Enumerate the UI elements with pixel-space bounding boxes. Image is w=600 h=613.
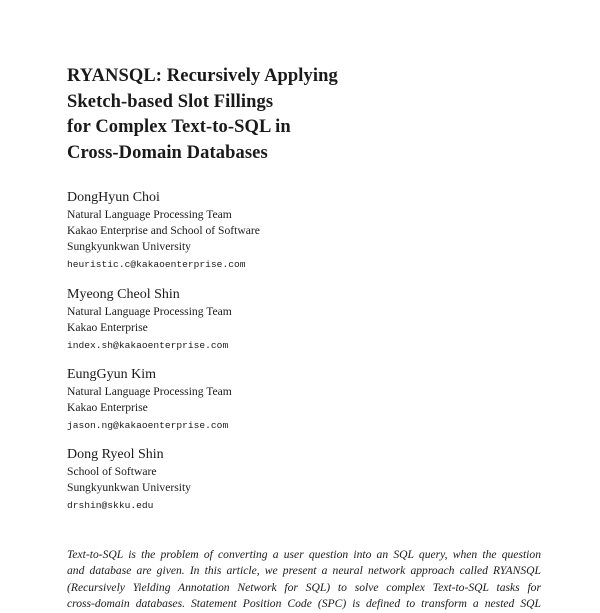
abstract-line-2: and database are given. In this article, we present a neural network approach called RYANSQL <box>67 564 541 578</box>
affiliation-line: Kakao Enterprise and School of Software <box>67 224 260 237</box>
affiliation-line: Natural Language Processing Team <box>67 305 232 318</box>
abstract-line-4: cross-domain databases. Statement Position Code (SPC) is defined to transform a nested SQL <box>67 597 541 611</box>
affiliation-line: Natural Language Processing Team <box>67 208 232 221</box>
author-name: EungGyun Kim <box>67 367 157 382</box>
affiliation-line: Kakao Enterprise <box>67 321 148 334</box>
title-line-4: Cross-Domain Databases <box>67 142 268 163</box>
author-block-3 <box>67 366 467 433</box>
author-email: index.sh@kakaoenterprise.com <box>67 340 229 351</box>
author-block-4 <box>67 446 467 513</box>
author-name: Myeong Cheol Shin <box>67 287 180 302</box>
abstract-line-3: (Recursively Yielding Annotation Network for SQL) to solve complex Text-to-SQL tasks for <box>67 580 541 594</box>
author-email: drshin@skku.edu <box>67 500 154 511</box>
paper-title <box>67 64 487 166</box>
affiliation-line: Kakao Enterprise <box>67 401 148 414</box>
abstract-line-1: Text-to-SQL is the problem of converting a user question into an SQL query, when the question <box>67 548 541 561</box>
affiliation-line: Natural Language Processing Team <box>67 385 232 398</box>
author-name: Dong Ryeol Shin <box>67 447 164 462</box>
author-email: heuristic.c@kakaoenterprise.com <box>67 259 246 270</box>
author-block-2 <box>67 286 467 353</box>
author-block-1 <box>67 189 467 272</box>
title-line-1: RYANSQL: Recursively Applying <box>67 66 338 86</box>
affiliation-line: Sungkyunkwan University <box>67 481 191 494</box>
affiliation-line: Sungkyunkwan University <box>67 240 191 253</box>
author-email: jason.ng@kakaoenterprise.com <box>67 420 229 431</box>
author-name: DongHyun Choi <box>67 190 160 205</box>
abstract <box>67 547 541 613</box>
title-line-2: Sketch-based Slot Fillings <box>67 91 274 112</box>
title-line-3: for Complex Text-to-SQL in <box>67 117 291 137</box>
affiliation-line: School of Software <box>67 465 157 478</box>
